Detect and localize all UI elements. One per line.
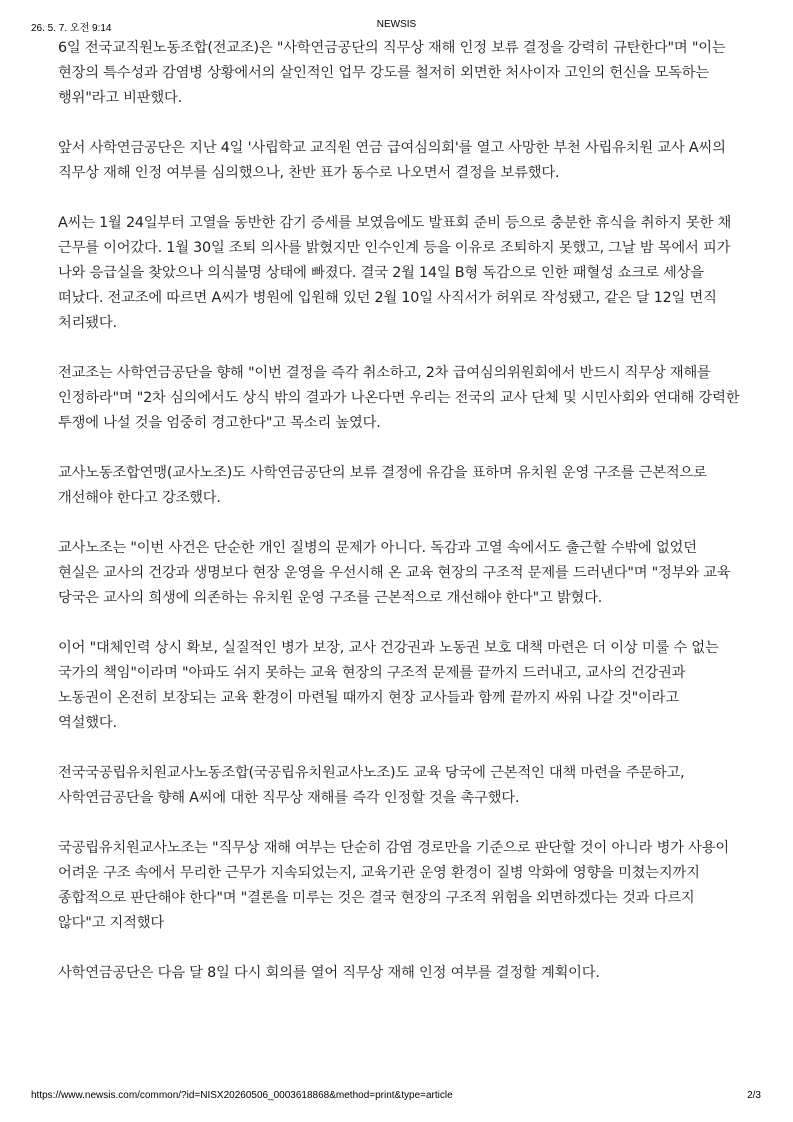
article-paragraph: 전국국공립유치원교사노동조합(국공립유치원교사노조)도 교육 당국에 근본적인 대책 마련을 주문하고, 사학연금공단을 향해 A씨에 대한 직무상 재해를 즉각 인정할 것을 촉구했다. <box>58 765 685 806</box>
print-header <box>0 19 793 33</box>
article-body <box>58 36 740 1011</box>
print-footer <box>0 1090 793 1104</box>
article-paragraph: 이어 "대체인력 상시 확보, 실질적인 병가 보장, 교사 건강권과 노동권 보호 대책 마련은 더 이상 미룰 수 없는 국가의 책임"이라며 "아파도 쉬지 못하는 교육 현장의 구조적 문제를 끝까지 드러내고, 교사의 건강권과 노동권이 온전히 보장되는 교육 환경이 마련될 때까지 현장 교사들과 함께 끝까지 싸워 나갈 것"이라고 역설했다. <box>58 640 719 731</box>
site-name: NEWSIS <box>376 19 417 30</box>
print-date: 26. 5. 7. 오전 9:14 <box>31 23 112 34</box>
article-paragraph: 국공립유치원교사노조는 "직무상 재해 여부는 단순히 감염 경로만을 기준으로 판단할 것이 아니라 병가 사용이 어려운 구조 속에서 무리한 근무가 지속되었는지, 교육기관 운영 환경이 질병 악화에 영향을 미쳤는지까지 종합적으로 판단해야 한다"며 "결론을 미루는 것은 결국 현장의 구조적 위험을 외면하겠다는 것과 다르지 않다"고 지적했다 <box>58 840 729 931</box>
article-paragraph: 앞서 사학연금공단은 지난 4일 '사립학교 교직원 연금 급여심의회'를 열고 사망한 부천 사립유치원 교사 A씨의 직무상 재해 인정 여부를 심의했으나, 찬반 표가 동수로 나오면서 결정을 보류했다. <box>58 140 726 181</box>
article-paragraph: 교사노동조합연맹(교사노조)도 사학연금공단의 보류 결정에 유감을 표하며 유치원 운영 구조를 근본적으로 개선해야 한다고 강조했다. <box>58 465 707 506</box>
page-number: 2/3 <box>747 1090 761 1101</box>
page-url: https://www.newsis.com/common/?id=NISX20260506_0003618868&method=print&type=article <box>31 1090 453 1101</box>
article-paragraph: 전교조는 사학연금공단을 향해 "이번 결정을 즉각 취소하고, 2차 급여심의위원회에서 반드시 직무상 재해를 인정하라"며 "2차 심의에서도 상식 밖의 결과가 나온다면 우리는 전국의 교사 단체 및 시민사회와 연대해 강력한 투쟁에 나설 것을 엄중히 경고한다"고 목소리 높였다. <box>58 365 740 431</box>
article-paragraph: 6일 전국교직원노동조합(전교조)은 "사학연금공단의 직무상 재해 인정 보류 결정을 강력히 규탄한다"며 "이는 현장의 특수성과 감염병 상황에서의 살인적인 업무 강도를 철저히 외면한 처사이자 고인의 헌신을 모독하는 행위"라고 비판했다. <box>58 40 726 106</box>
article-paragraph: A씨는 1월 24일부터 고열을 동반한 감기 증세를 보였음에도 발표회 준비 등으로 충분한 휴식을 취하지 못한 채 근무를 이어갔다. 1월 30일 조퇴 의사를 밝혔지만 인수인계 등을 이유로 조퇴하지 못했고, 그날 밤 목에서 피가 나와 응급실을 찾았으나 의식불명 상태에 빠졌다. 결국 2월 14일 B형 독감으로 인한 패혈성 쇼크로 세상을 떠났다. 전교조에 따르면 A씨가 병원에 입원해 있던 2월 10일 사직서가 허위로 작성됐고, 같은 달 12일 면직 처리됐다. <box>58 215 732 331</box>
article-paragraph: 사학연금공단은 다음 달 8일 다시 회의를 열어 직무상 재해 인정 여부를 결정할 계획이다. <box>58 965 600 981</box>
article-paragraph: 교사노조는 "이번 사건은 단순한 개인 질병의 문제가 아니다. 독감과 고열 속에서도 출근할 수밖에 없었던 현실은 교사의 건강과 생명보다 현장 운영을 우선시해 온 교육 현장의 구조적 문제를 드러낸다"며 "정부와 교육 당국은 교사의 희생에 의존하는 유치원 운영 구조를 근본적으로 개선해야 한다"고 밝혔다. <box>58 540 731 606</box>
